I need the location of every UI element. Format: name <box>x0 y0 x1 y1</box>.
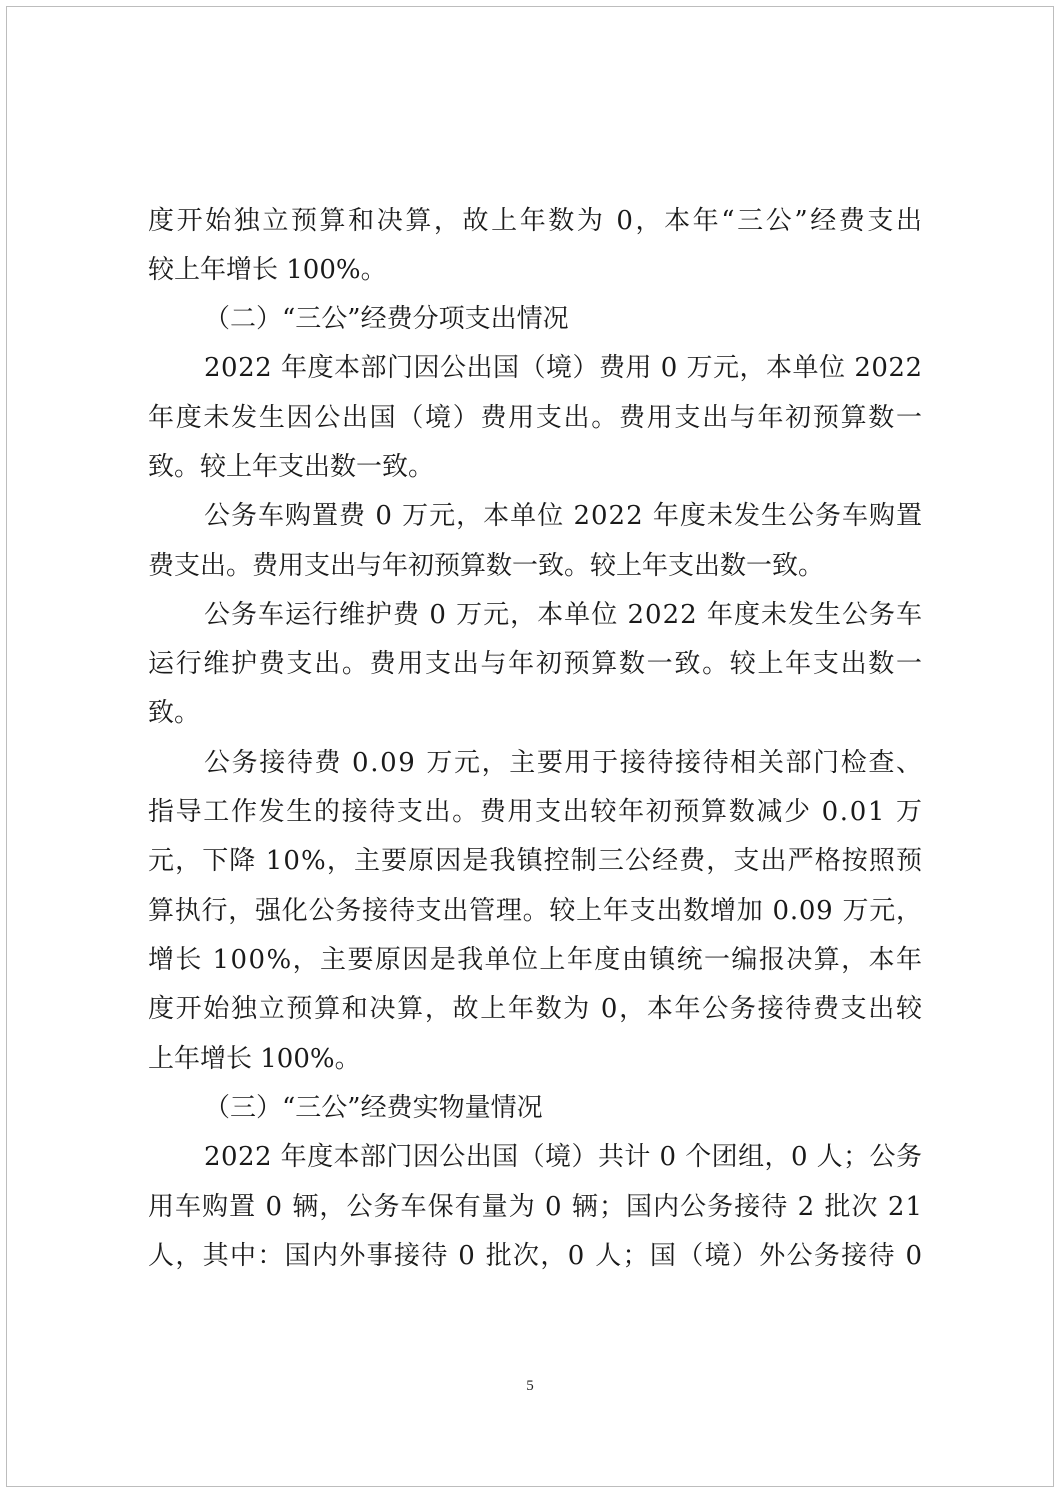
section-heading: （二）“三公”经费分项支出情况 <box>204 304 569 334</box>
paragraph-line: 年度未发生因公出国（境）费用支出。费用支出与年初预算数一 <box>148 403 924 433</box>
paragraph-line: 度开始独立预算和决算，故上年数为 0，本年“三公”经费支出 <box>148 206 925 236</box>
paragraph-line: 增长 100%，主要原因是我单位上年度由镇统一编报决算，本年 <box>148 945 924 975</box>
paragraph-line: 公务接待费 0.09 万元，主要用于接待接待相关部门检查、 <box>204 748 924 778</box>
section-heading: （三）“三公”经费实物量情况 <box>204 1093 543 1123</box>
paragraph-line: 人，其中：国内外事接待 0 批次，0 人；国（境）外公务接待 0 <box>148 1241 924 1271</box>
paragraph-line: 算执行，强化公务接待支出管理。较上年支出数增加 0.09 万元， <box>148 896 923 926</box>
paragraph-line: 致。 <box>148 698 201 728</box>
paragraph-line: 上年增长 100%。 <box>148 1044 361 1074</box>
paragraph-line: 2022 年度本部门因公出国（境）共计 0 个团组，0 人；公务 <box>204 1142 923 1172</box>
page-number: 5 <box>526 1378 534 1394</box>
paragraph-line: 指导工作发生的接待支出。费用支出较年初预算数减少 0.01 万 <box>148 797 924 827</box>
paragraph-line: 元，下降 10%，主要原因是我镇控制三公经费，支出严格按照预 <box>148 846 924 876</box>
paragraph-line: 费支出。费用支出与年初预算数一致。较上年支出数一致。 <box>148 551 825 581</box>
paragraph-line: 运行维护费支出。费用支出与年初预算数一致。较上年支出数一 <box>148 649 924 679</box>
paragraph-line: 公务车运行维护费 0 万元，本单位 2022 年度未发生公务车 <box>204 600 923 630</box>
paragraph-line: 用车购置 0 辆，公务车保有量为 0 辆；国内公务接待 2 批次 21 <box>148 1192 924 1222</box>
paragraph-line: 致。较上年支出数一致。 <box>148 452 435 482</box>
paragraph-line: 2022 年度本部门因公出国（境）费用 0 万元，本单位 2022 <box>204 353 923 383</box>
paragraph-line: 公务车购置费 0 万元，本单位 2022 年度未发生公务车购置 <box>204 501 923 531</box>
paragraph-line: 较上年增长 100%。 <box>148 255 387 285</box>
paragraph-line: 度开始独立预算和决算，故上年数为 0，本年公务接待费支出较 <box>148 994 924 1024</box>
